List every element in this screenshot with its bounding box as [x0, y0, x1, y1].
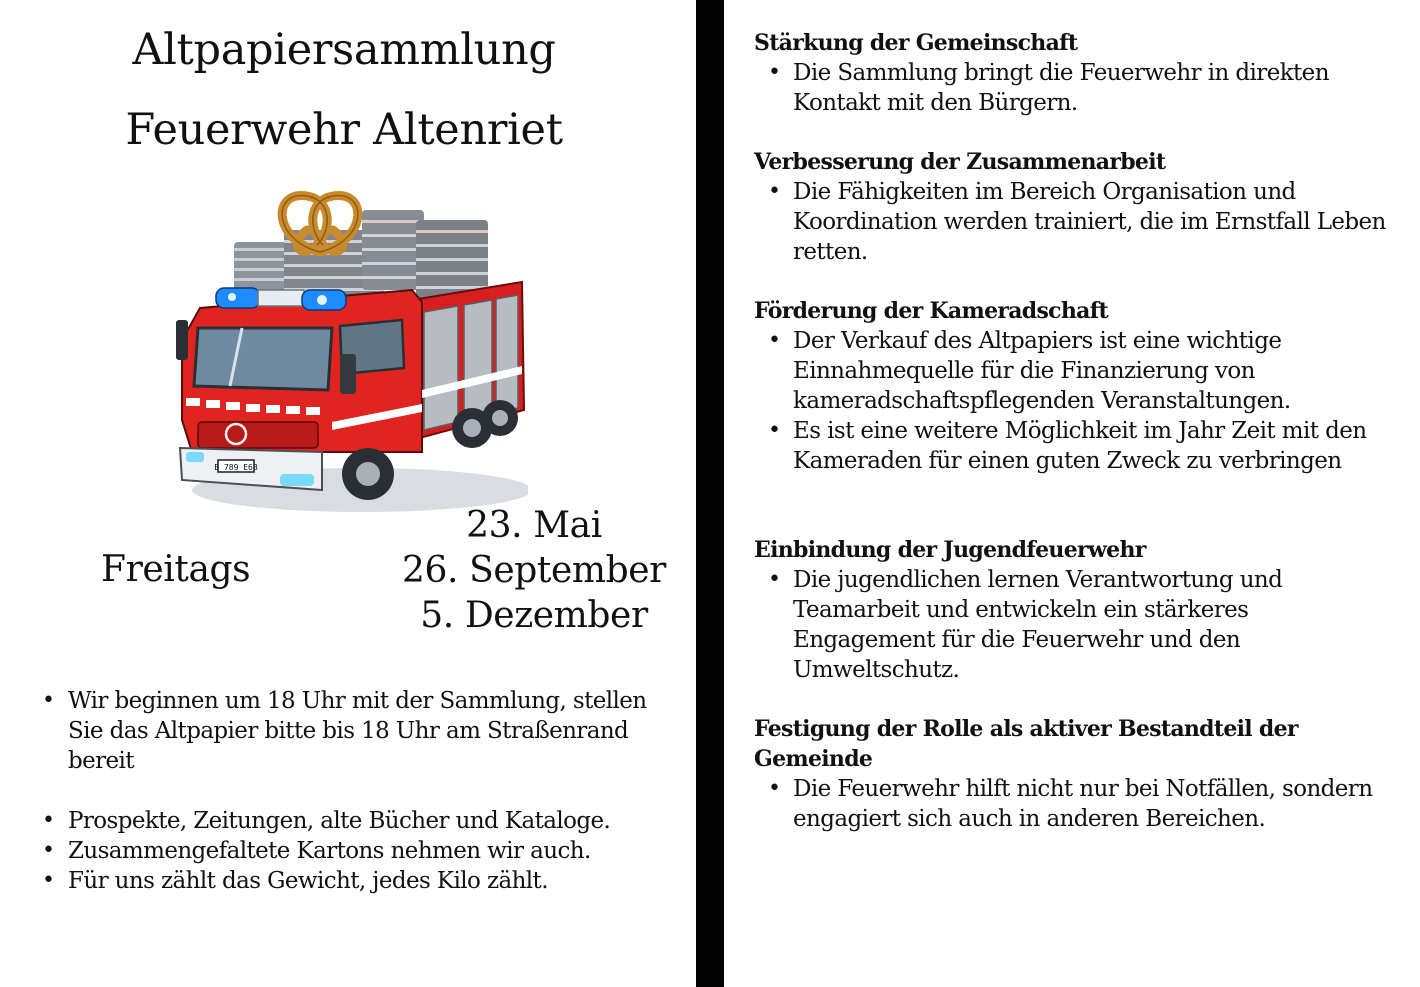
section-heading: Verbesserung der Zusammenarbeit	[754, 149, 1166, 175]
section-heading: Stärkung der Gemeinschaft	[754, 30, 1078, 56]
section-jugendfeuerwehr	[754, 535, 1394, 685]
collection-dates	[395, 503, 673, 638]
list-item: • Zusammengefaltete Kartons nehmen wir auch.	[40, 836, 680, 866]
section-gemeinde	[754, 714, 1394, 834]
section-list	[754, 58, 1394, 118]
blue-lights-icon	[216, 288, 346, 310]
windshield-shape	[194, 328, 332, 390]
list-item: • Wir beginnen um 18 Uhr mit der Sammlung, stellen Sie das Altpapier bitte bis 18 Uhr am Straßenrand bereit	[40, 686, 680, 776]
section-heading: Förderung der Kameradschaft	[754, 298, 1108, 324]
section-list	[754, 177, 1394, 267]
section-zusammenarbeit	[754, 147, 1394, 267]
collection-day-label: Freitags	[101, 549, 251, 590]
pretzel-icon	[282, 196, 358, 252]
list-item: • Es ist eine weitere Möglichkeit im Jahr Zeit mit den Kameraden für einen guten Zweck zu verbringen	[754, 416, 1394, 476]
list-item: • Die Sammlung bringt die Feuerwehr in direkten Kontakt mit den Bürgern.	[754, 58, 1394, 118]
page-subtitle: Feuerwehr Altenriet	[125, 105, 563, 155]
headlight-icon	[186, 452, 204, 462]
date-item: 26. September	[402, 550, 666, 591]
section-heading: Einbindung der Jugendfeuerwehr	[754, 537, 1146, 563]
list-item: • Prospekte, Zeitungen, alte Bücher und Kataloge.	[40, 806, 680, 836]
section-list	[754, 774, 1394, 834]
list-item: • Für uns zählt das Gewicht, jedes Kilo zählt.	[40, 866, 680, 896]
svg-text:B 789 E6B: B 789 E6B	[214, 463, 258, 472]
info-bullet-list	[40, 686, 680, 896]
list-item: • Die jugendlichen lernen Verantwortung und Teamarbeit und entwickeln ein stärkeres Engagement für die Feuerwehr und den Umweltschutz.	[754, 565, 1394, 685]
fire-truck-illustration	[172, 190, 528, 520]
page-title: Altpapiersammlung	[132, 25, 556, 75]
left-page	[0, 0, 696, 987]
section-kameradschaft	[754, 296, 1394, 476]
section-list	[754, 326, 1394, 476]
section-heading: Festigung der Rolle als aktiver Bestandteil der Gemeinde	[754, 716, 1298, 772]
date-item: 5. Dezember	[420, 595, 648, 636]
section-list	[754, 565, 1394, 685]
page-divider	[696, 0, 724, 987]
list-item: • Der Verkauf des Altpapiers ist eine wichtige Einnahmequelle für die Finanzierung von kameradschaftspflegenden Veranstaltungen.	[754, 326, 1394, 416]
headlight-icon	[280, 474, 314, 486]
date-item: 23. Mai	[466, 505, 602, 546]
newspaper-stacks-icon	[234, 210, 488, 300]
right-page	[724, 0, 1420, 987]
list-item: • Die Fähigkeiten im Bereich Organisation und Koordination werden trainiert, die im Ernstfall Leben retten.	[754, 177, 1394, 267]
section-gemeinschaft	[754, 28, 1394, 118]
list-item: • Die Feuerwehr hilft nicht nur bei Notfällen, sondern engagiert sich auch in anderen Bereichen.	[754, 774, 1394, 834]
